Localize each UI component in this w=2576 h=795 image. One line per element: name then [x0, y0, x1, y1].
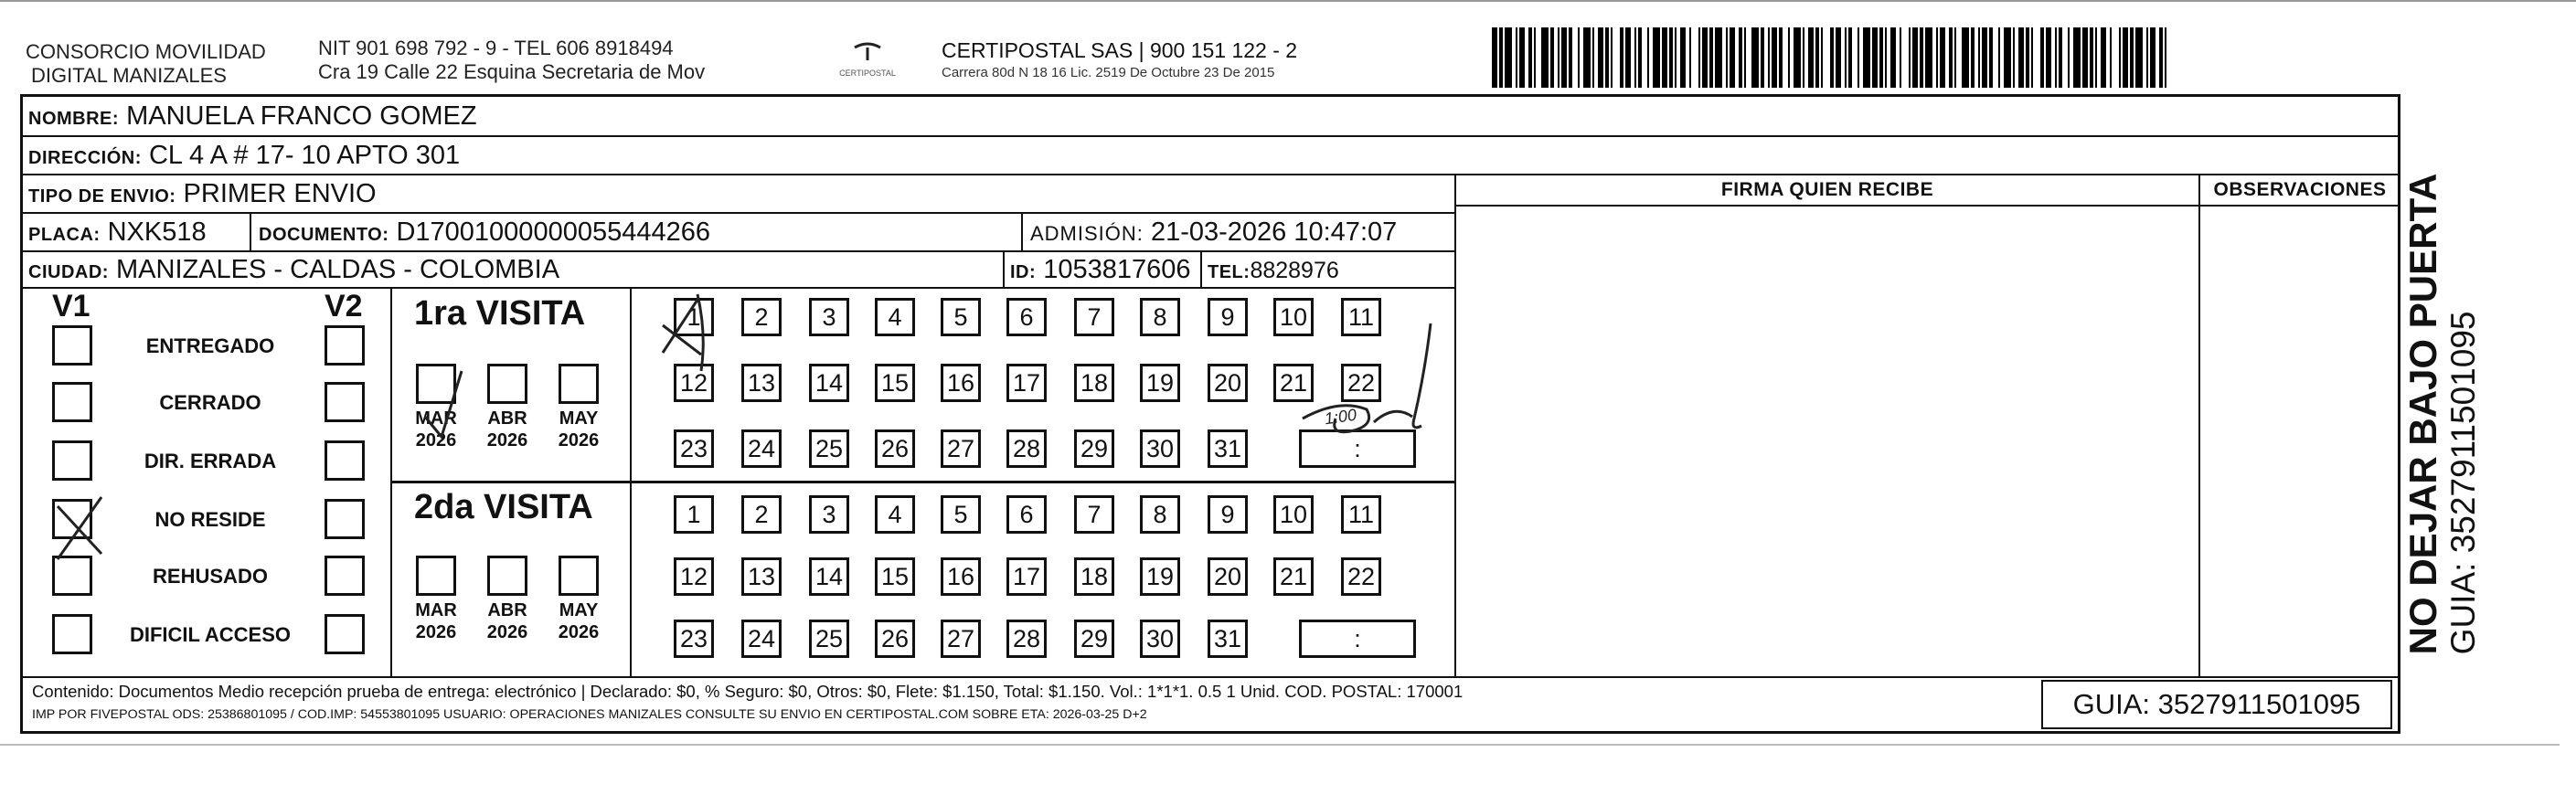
barcode-bar	[1715, 27, 1722, 88]
day-box-1-21[interactable]: 21	[1273, 364, 1314, 402]
barcode-bar	[2146, 27, 2148, 88]
barcode-bar	[1702, 27, 1708, 88]
placa-label: PLACA:	[28, 225, 101, 245]
direccion-value: CL 4 A # 17- 10 APTO 301	[148, 141, 461, 170]
barcode-bar	[1578, 27, 1580, 88]
barcode-bar	[2082, 27, 2088, 88]
day-box-1-2[interactable]: 2	[741, 298, 782, 336]
barcode-bar	[1900, 27, 1901, 88]
barcode-bar	[1605, 27, 1609, 88]
day-box-1-16[interactable]: 16	[941, 364, 981, 402]
barcode-bar	[1675, 27, 1677, 88]
day-box-1-28[interactable]: 28	[1006, 429, 1047, 468]
nombre-label: NOMBRE:	[28, 109, 120, 129]
logo-caption: CERTIPOSTAL	[839, 69, 896, 78]
month-year: 2026	[415, 622, 457, 642]
barcode-bar	[2040, 27, 2044, 88]
direccion-label: DIRECCIÓN:	[28, 148, 142, 168]
day-box-2-30[interactable]: 30	[1140, 620, 1180, 658]
barcode-bar	[2159, 27, 2163, 88]
mar-check-mark	[425, 371, 462, 437]
barcode-bar	[1772, 27, 1777, 88]
barcode-bar	[1788, 27, 1790, 88]
courier-logo	[836, 40, 899, 78]
barcode-bar	[1982, 27, 1987, 88]
barcode-bar	[1936, 27, 1938, 88]
barcode-bar	[2110, 27, 2112, 88]
day-box-1-8[interactable]: 8	[1140, 298, 1180, 336]
company-line-2: DIGITAL MANIZALES	[31, 64, 227, 87]
documento-label: DOCUMENTO:	[259, 225, 389, 245]
barcode-bar	[1768, 27, 1770, 88]
top-edge	[0, 0, 2576, 2]
day-box-2-23[interactable]: 23	[674, 620, 714, 658]
barcode-bar	[1848, 27, 1852, 88]
barcode	[1492, 0, 2176, 91]
barcode-bar	[2119, 27, 2121, 88]
day-box-2-14[interactable]: 14	[809, 557, 849, 596]
month-name: ABR	[487, 600, 527, 620]
barcode-bar	[1857, 27, 1859, 88]
courier-info	[942, 38, 1297, 80]
barcode-bar	[1920, 27, 1923, 88]
day-box-1-15[interactable]: 15	[875, 364, 915, 402]
footer-line	[23, 676, 2400, 678]
day-box-2-22[interactable]: 22	[1341, 557, 1381, 596]
day-box-1-11[interactable]: 11	[1341, 298, 1381, 336]
day-box-1-23[interactable]: 23	[674, 429, 714, 468]
time-box-2[interactable]: :	[1299, 620, 1416, 658]
day-box-1-6[interactable]: 6	[1006, 298, 1047, 336]
barcode-bar	[1680, 27, 1686, 88]
admision-label: ADMISIÓN:	[1030, 222, 1144, 245]
month-name: MAY	[559, 408, 599, 429]
barcode-bar	[1638, 27, 1642, 88]
barcode-bar	[2059, 27, 2062, 88]
barcode-bar	[2004, 27, 2011, 88]
barcode-bar	[1940, 27, 1945, 88]
day-box-2-4[interactable]: 4	[875, 495, 915, 534]
time-box-1[interactable]: :	[1299, 429, 1416, 468]
barcode-bar	[1516, 27, 1517, 88]
barcode-bar	[2150, 27, 2156, 88]
day-box-1-3[interactable]: 3	[809, 298, 849, 336]
barcode-bar	[2055, 27, 2057, 88]
no-reside-cross	[58, 497, 101, 559]
barcode-bar	[2073, 27, 2081, 88]
day-box-2-10[interactable]: 10	[1273, 495, 1314, 534]
day-box-1-17[interactable]: 17	[1006, 364, 1047, 402]
barcode-bar	[1541, 27, 1549, 88]
barcode-bar	[1794, 27, 1801, 88]
barcode-bar	[1625, 27, 1631, 88]
v2-label: V2	[325, 289, 363, 323]
nit-line: NIT 901 698 792 - 9 - TEL 606 8918494	[318, 37, 674, 59]
barcode-bar	[1499, 27, 1503, 88]
status-label-1: CERRADO	[159, 391, 261, 414]
barcode-bar	[1989, 27, 1993, 88]
barcode-bar	[2123, 27, 2128, 88]
placa-value: NXK518	[107, 217, 207, 247]
barcode-bar	[1962, 27, 1969, 88]
day-box-1-19[interactable]: 19	[1140, 364, 1180, 402]
barcode-bar	[1808, 27, 1814, 88]
day-box-1-25[interactable]: 25	[809, 429, 849, 468]
barcode-bar	[2095, 27, 2097, 88]
day-box-2-26[interactable]: 26	[875, 620, 915, 658]
barcode-bar	[1751, 27, 1759, 88]
barcode-bar	[1912, 27, 1918, 88]
day-box-1-18[interactable]: 18	[1074, 364, 1114, 402]
barcode-bar	[1978, 27, 1980, 88]
day-box-2-2[interactable]: 2	[741, 495, 782, 534]
day-box-1-14[interactable]: 14	[809, 364, 849, 402]
documento-value: D17001000000055444266	[396, 217, 710, 247]
barcode-bar	[1830, 27, 1834, 88]
status-label-5: DIFICIL ACCESO	[129, 623, 291, 646]
barcode-bar	[1739, 27, 1742, 88]
handwritten-time: 1:00	[1323, 405, 1358, 429]
courier-line-2: Carrera 80d N 18 16 Lic. 2519 De Octubre 23 De 2015	[942, 65, 1275, 80]
day-box-2-5[interactable]: 5	[941, 495, 981, 534]
barcode-bar	[1726, 27, 1728, 88]
day-box-1-10[interactable]: 10	[1273, 298, 1314, 336]
barcode-bar	[1909, 27, 1911, 88]
id-value: 1053817606	[1043, 255, 1191, 284]
company-line-1: CONSORCIO MOVILIDAD	[26, 40, 266, 63]
day-box-2-19[interactable]: 19	[1140, 557, 1180, 596]
barcode-bar	[1634, 27, 1636, 88]
barcode-bar	[1821, 27, 1823, 88]
barcode-bar	[1653, 27, 1660, 88]
day-box-2-11[interactable]: 11	[1341, 495, 1381, 534]
v1-label: V1	[52, 289, 90, 323]
day-box-2-13[interactable]: 13	[741, 557, 782, 596]
address-line: Cra 19 Calle 22 Esquina Secretaria de Mov	[318, 60, 706, 83]
tipo-value: PRIMER ENVIO	[183, 179, 377, 208]
barcode-bar	[1836, 27, 1841, 88]
barcode-bar	[1998, 27, 2000, 88]
barcode-bar	[2013, 27, 2015, 88]
day-box-1-30[interactable]: 30	[1140, 429, 1180, 468]
barcode-bar	[1583, 27, 1591, 88]
barcode-bar	[1561, 27, 1567, 88]
ciudad-label: CIUDAD:	[28, 262, 109, 282]
barcode-bar	[1879, 27, 1883, 88]
day-box-2-31[interactable]: 31	[1208, 620, 1248, 658]
barcode-bar	[1925, 27, 1932, 88]
day-box-1-1[interactable]: 1	[674, 298, 714, 336]
barcode-bar	[1863, 27, 1870, 88]
barcode-bar	[2090, 27, 2093, 88]
day-box-2-1[interactable]: 1	[674, 495, 714, 534]
day-box-2-25[interactable]: 25	[809, 620, 849, 658]
month-name: MAR	[415, 600, 457, 620]
barcode-bar	[1709, 27, 1713, 88]
barcode-bar	[1492, 27, 1497, 88]
barcode-bar	[2031, 27, 2033, 88]
nombre-value: MANUELA FRANCO GOMEZ	[126, 101, 477, 131]
barcode-bar	[1954, 27, 1956, 88]
day-box-1-31[interactable]: 31	[1208, 429, 1248, 468]
day-box-1-26[interactable]: 26	[875, 429, 915, 468]
barcode-bar	[1744, 27, 1746, 88]
barcode-bar	[2130, 27, 2134, 88]
tel-label: TEL:	[1208, 262, 1251, 282]
ciudad-value: MANIZALES - CALDAS - COLOMBIA	[116, 255, 560, 284]
barcode-bar	[1689, 27, 1691, 88]
barcode-bar	[2101, 27, 2106, 88]
barcode-bar	[1730, 27, 1735, 88]
barcode-bar	[2135, 27, 2143, 88]
day-box-2-3[interactable]: 3	[809, 495, 849, 534]
day-box-1-13[interactable]: 13	[741, 364, 782, 402]
barcode-bar	[2165, 27, 2166, 88]
first-visit-title: 1ra VISITA	[414, 294, 586, 333]
barcode-bar	[1534, 27, 1536, 88]
barcode-bar	[1662, 27, 1667, 88]
day-box-1-22[interactable]: 22	[1341, 364, 1381, 402]
day-box-1-29[interactable]: 29	[1074, 429, 1114, 468]
day-box-2-18[interactable]: 18	[1074, 557, 1114, 596]
status-label-3: NO RESIDE	[154, 508, 266, 531]
month-year: 2026	[558, 430, 600, 450]
barcode-bar	[1592, 27, 1594, 88]
side-panel	[2400, 94, 2485, 734]
barcode-bar	[2068, 27, 2070, 88]
barcode-bar	[1528, 27, 1532, 88]
day-box-1-12[interactable]: 12	[674, 364, 714, 402]
status-label-0: ENTREGADO	[145, 334, 275, 357]
company-name	[26, 40, 266, 88]
side-warning: NO DEJAR BAJO PUERTA	[2401, 173, 2444, 655]
day-box-1-4[interactable]: 4	[875, 298, 915, 336]
barcode-bar	[1949, 27, 1953, 88]
barcode-bar	[1971, 27, 1975, 88]
day-box-2-27[interactable]: 27	[941, 620, 981, 658]
firma-header: FIRMA QUIEN RECIBE	[1720, 179, 1934, 200]
barcode-bar	[1620, 27, 1623, 88]
month-year: 2026	[558, 622, 600, 642]
status-label-4: REHUSADO	[153, 565, 268, 588]
id-label: ID:	[1010, 262, 1037, 282]
month-year: 2026	[486, 430, 528, 450]
month-year: 2026	[486, 622, 528, 642]
logo-icon	[849, 40, 886, 64]
day-box-1-24[interactable]: 24	[741, 429, 782, 468]
bottom-edge	[0, 744, 2560, 746]
day-box-1-7[interactable]: 7	[1074, 298, 1114, 336]
day-1-check-mark	[663, 300, 701, 355]
day-box-1-27[interactable]: 27	[941, 429, 981, 468]
day-box-2-7[interactable]: 7	[1074, 495, 1114, 534]
barcode-bar	[1885, 27, 1887, 88]
month-name: ABR	[487, 408, 527, 429]
barcode-bar	[1519, 27, 1525, 88]
observaciones-header: OBSERVACIONES	[2213, 179, 2387, 200]
guia-box: GUIA: 3527911501095	[2041, 680, 2392, 729]
barcode-bar	[1761, 27, 1764, 88]
month-name: MAY	[559, 600, 599, 620]
second-visit-title: 2da VISITA	[414, 488, 593, 526]
day-box-2-29[interactable]: 29	[1074, 620, 1114, 658]
status-label-2: DIR. ERRADA	[144, 450, 277, 472]
barcode-bar	[1698, 27, 1700, 88]
day-box-2-8[interactable]: 8	[1140, 495, 1180, 534]
barcode-bar	[1845, 27, 1847, 88]
day-box-1-9[interactable]: 9	[1208, 298, 1248, 336]
barcode-bar	[1779, 27, 1783, 88]
tipo-label: TIPO DE ENVIO:	[28, 186, 176, 207]
day-box-2-9[interactable]: 9	[1208, 495, 1248, 534]
company-contact	[318, 37, 705, 84]
side-text	[2402, 174, 2483, 655]
courier-line-1: CERTIPOSTAL SAS | 900 151 122 - 2	[942, 38, 1298, 62]
barcode-bar	[1872, 27, 1878, 88]
side-guia: GUIA: 3527911501095	[2444, 311, 2482, 655]
barcode-bar	[1647, 27, 1649, 88]
barcode-bar	[1569, 27, 1572, 88]
footer-content: Contenido: Documentos Medio recepción prueba de entrega: electrónico | Declarado: $0, % Seguro: $0, Otros: $0, Flete: $1.150, Total: $1.150. Vol.: 1*1*1. 0.5 1 Unid. COD. POSTAL: 170001	[32, 682, 1464, 701]
barcode-bar	[1611, 27, 1613, 88]
month-name: MAR	[415, 408, 457, 429]
barcode-bar	[1890, 27, 1896, 88]
delivery-form	[20, 94, 2400, 734]
barcode-bar	[2046, 27, 2051, 88]
day-box-2-24[interactable]: 24	[741, 620, 782, 658]
day-box-2-21[interactable]: 21	[1273, 557, 1314, 596]
barcode-bar	[1803, 27, 1804, 88]
handwritten-marks	[23, 97, 2400, 737]
day-box-2-12[interactable]: 12	[674, 557, 714, 596]
day-box-2-16[interactable]: 16	[941, 557, 981, 596]
admision-value: 21-03-2026 10:47:07	[1150, 217, 1398, 247]
tel-value: 8828976	[1250, 258, 1339, 283]
day-box-2-28[interactable]: 28	[1006, 620, 1047, 658]
day-box-1-20[interactable]: 20	[1208, 364, 1248, 402]
barcode-bar	[1815, 27, 1819, 88]
day-1-stroke	[697, 294, 703, 371]
barcode-bar	[1669, 27, 1673, 88]
footer-print-info: IMP POR FIVEPOSTAL ODS: 25386801095 / COD.IMP: 54553801095 USUARIO: OPERACIONES MANIZALES CONSULTE SU ENVIO EN CERTIPOSTAL.COM SOBRE ETA: 2026-03-25 D+2	[32, 707, 1147, 722]
day-box-2-17[interactable]: 17	[1006, 557, 1047, 596]
barcode-bar	[1505, 27, 1512, 88]
month-year: 2026	[415, 430, 457, 450]
day-box-2-6[interactable]: 6	[1006, 495, 1047, 534]
barcode-bar	[2018, 27, 2024, 88]
barcode-bar	[1558, 27, 1559, 88]
barcode-bar	[2026, 27, 2029, 88]
day-box-2-20[interactable]: 20	[1208, 557, 1248, 596]
day-box-1-5[interactable]: 5	[941, 298, 981, 336]
day-box-2-15[interactable]: 15	[875, 557, 915, 596]
barcode-bar	[1550, 27, 1554, 88]
handwritten-signature	[1303, 323, 1431, 432]
barcode-bar	[1598, 27, 1603, 88]
